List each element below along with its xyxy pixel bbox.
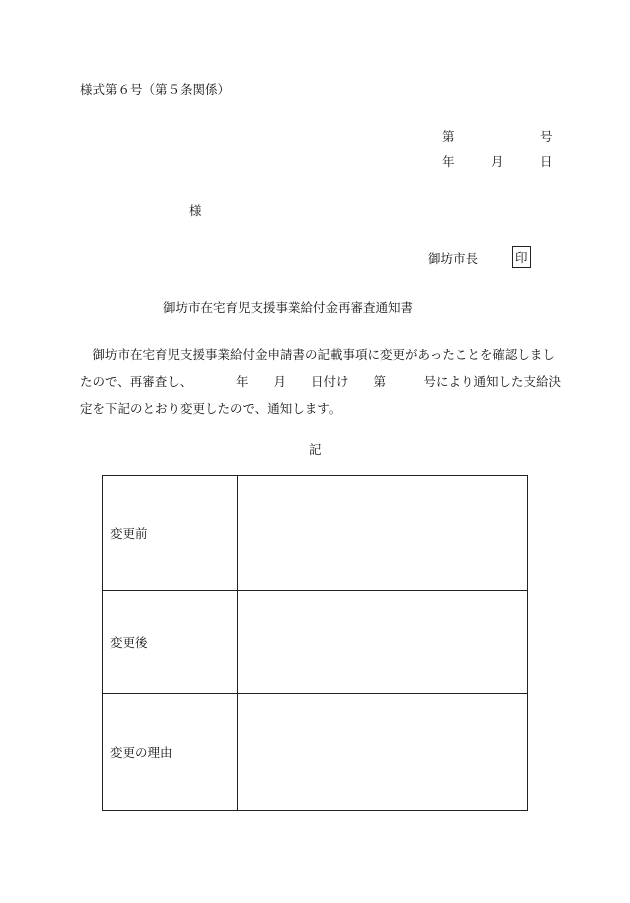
date-month: 月 [491, 154, 504, 169]
date-day: 日 [540, 154, 553, 169]
seal-mark: 印 [512, 246, 531, 268]
document-number-prefix: 第 [442, 129, 455, 144]
body-paragraph [80, 341, 560, 422]
row-label: 変更後 [103, 591, 238, 694]
issuer-title: 御坊市長 [428, 251, 479, 266]
form-number: 様式第６号（第５条関係） [80, 82, 231, 97]
body-line-1: 御坊市在宅育児支援事業給付金申請書の記載事項に変更があったことを確認しまし [80, 347, 555, 362]
body-line-3: 定を下記のとおり変更したので、通知します。 [80, 401, 342, 416]
table-row [103, 476, 528, 591]
table-row [103, 694, 528, 811]
document-title: 御坊市在宅育児支援事業給付金再審査通知書 [163, 300, 414, 315]
row-value[interactable] [238, 591, 528, 694]
ki-heading: 記 [309, 442, 322, 457]
row-value[interactable] [238, 694, 528, 811]
table-row [103, 591, 528, 694]
document-number-suffix: 号 [540, 129, 553, 144]
addressee-honorific: 様 [189, 203, 202, 218]
row-value[interactable] [238, 476, 528, 591]
body-line-2: たので、再審査し、 年 月 日付け 第 号により通知した支給決 [80, 374, 562, 389]
change-record-table [102, 475, 528, 811]
row-label: 変更の理由 [103, 694, 238, 811]
date-year: 年 [442, 154, 455, 169]
row-label: 変更前 [103, 476, 238, 591]
